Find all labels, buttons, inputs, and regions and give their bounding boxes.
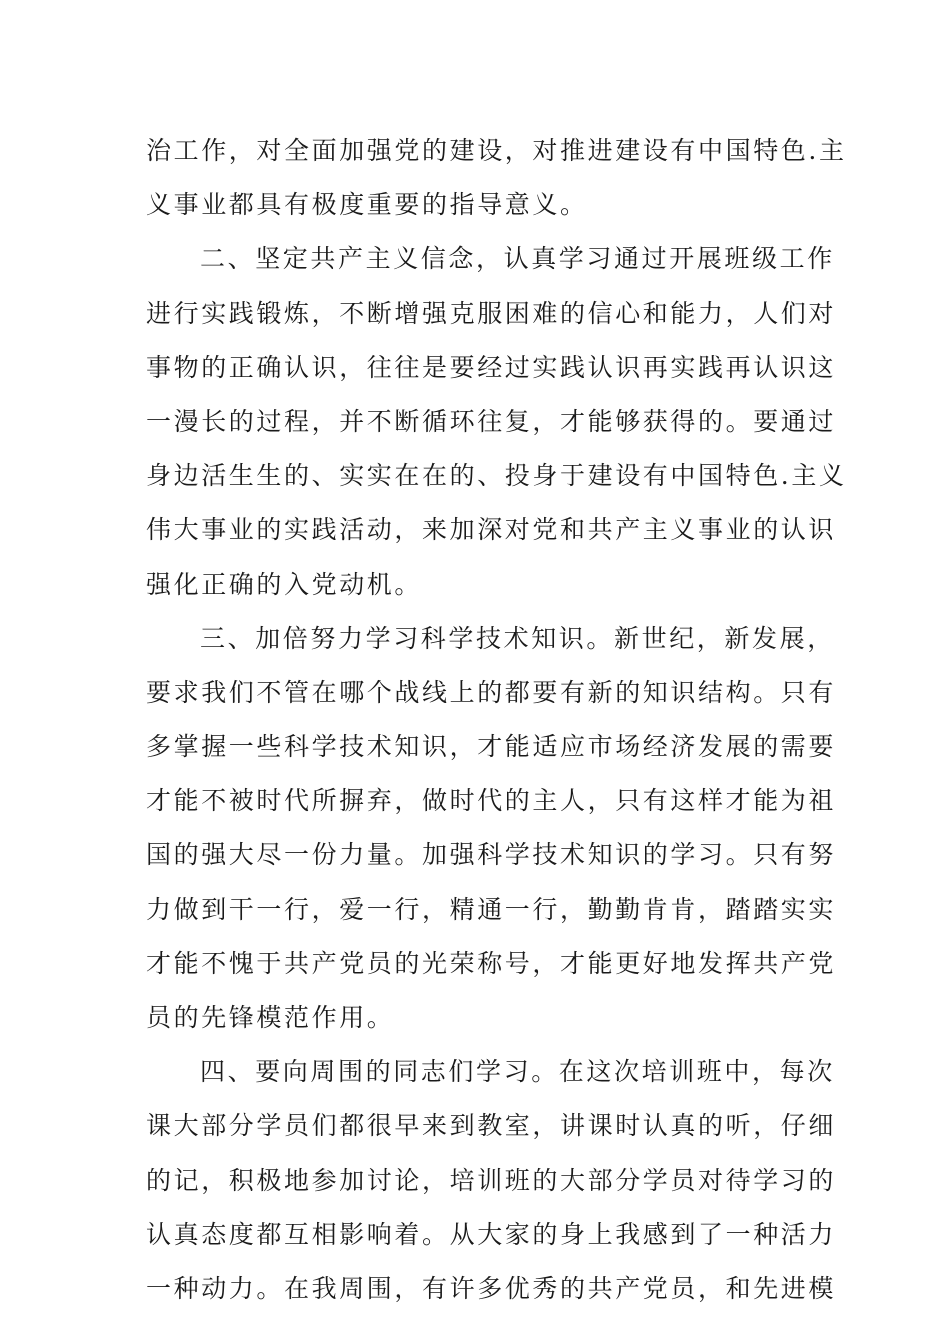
- text-line: 员的先锋模范作用。: [146, 1003, 395, 1032]
- text-line: 才能不被时代所摒弃，做时代的主人，只有这样才能为祖: [146, 786, 837, 816]
- paragraph: [146, 612, 837, 1046]
- text-line: 伟大事业的实践活动，来加深对党和共产主义事业的认识: [146, 515, 837, 545]
- paragraph: [146, 124, 847, 232]
- text-line: 身边活生生的、实实在在的、投身于建设有中国特色.主义: [146, 461, 847, 491]
- text-line: 才能不愧于共产党员的光荣称号，才能更好地发挥共产党: [146, 948, 837, 978]
- text-line: 一漫长的过程，并不断循环往复，才能够获得的。要通过: [146, 406, 837, 436]
- text-line: 二、坚定共产主义信念，认真学习通过开展班级工作: [200, 244, 835, 274]
- text-line: 进行实践锻炼，不断增强克服困难的信心和能力，人们对: [146, 298, 837, 328]
- text-line: 三、加倍努力学习科学技术知识。新世纪，新发展，: [200, 623, 835, 653]
- text-line: 多掌握一些科学技术知识，才能适应市场经济发展的需要: [146, 732, 837, 762]
- text-line: 国的强大尽一份力量。加强科学技术知识的学习。只有努: [146, 840, 837, 870]
- text-line: 强化正确的入党动机。: [146, 569, 423, 599]
- text-line: 义事业都具有极度重要的指导意义。: [146, 190, 588, 220]
- text-line: 的记，积极地参加讨论，培训班的大部分学员对待学习的: [146, 1165, 837, 1195]
- document-body: [146, 124, 847, 1316]
- text-line: 四、要向周围的同志们学习。在这次培训班中，每次: [200, 1057, 835, 1087]
- text-line: 力做到干一行，爱一行，精通一行，勤勤肯肯，踏踏实实: [146, 894, 837, 924]
- text-line: 认真态度都互相影响着。从大家的身上我感到了一种活力: [146, 1219, 837, 1249]
- paragraph: [146, 232, 847, 611]
- text-line: 治工作，对全面加强党的建设，对推进建设有中国特色.主: [146, 136, 847, 165]
- text-line: 课大部分学员们都很早来到教室，讲课时认真的听，仔细: [146, 1111, 837, 1141]
- paragraph: [146, 1045, 837, 1316]
- text-line: 要求我们不管在哪个战线上的都要有新的知识结构。只有: [146, 677, 837, 707]
- text-line: 事物的正确认识，往往是要经过实践认识再实践再认识这: [146, 352, 837, 382]
- text-line: 一种动力。在我周围，有许多优秀的共产党员，和先进模: [146, 1273, 837, 1303]
